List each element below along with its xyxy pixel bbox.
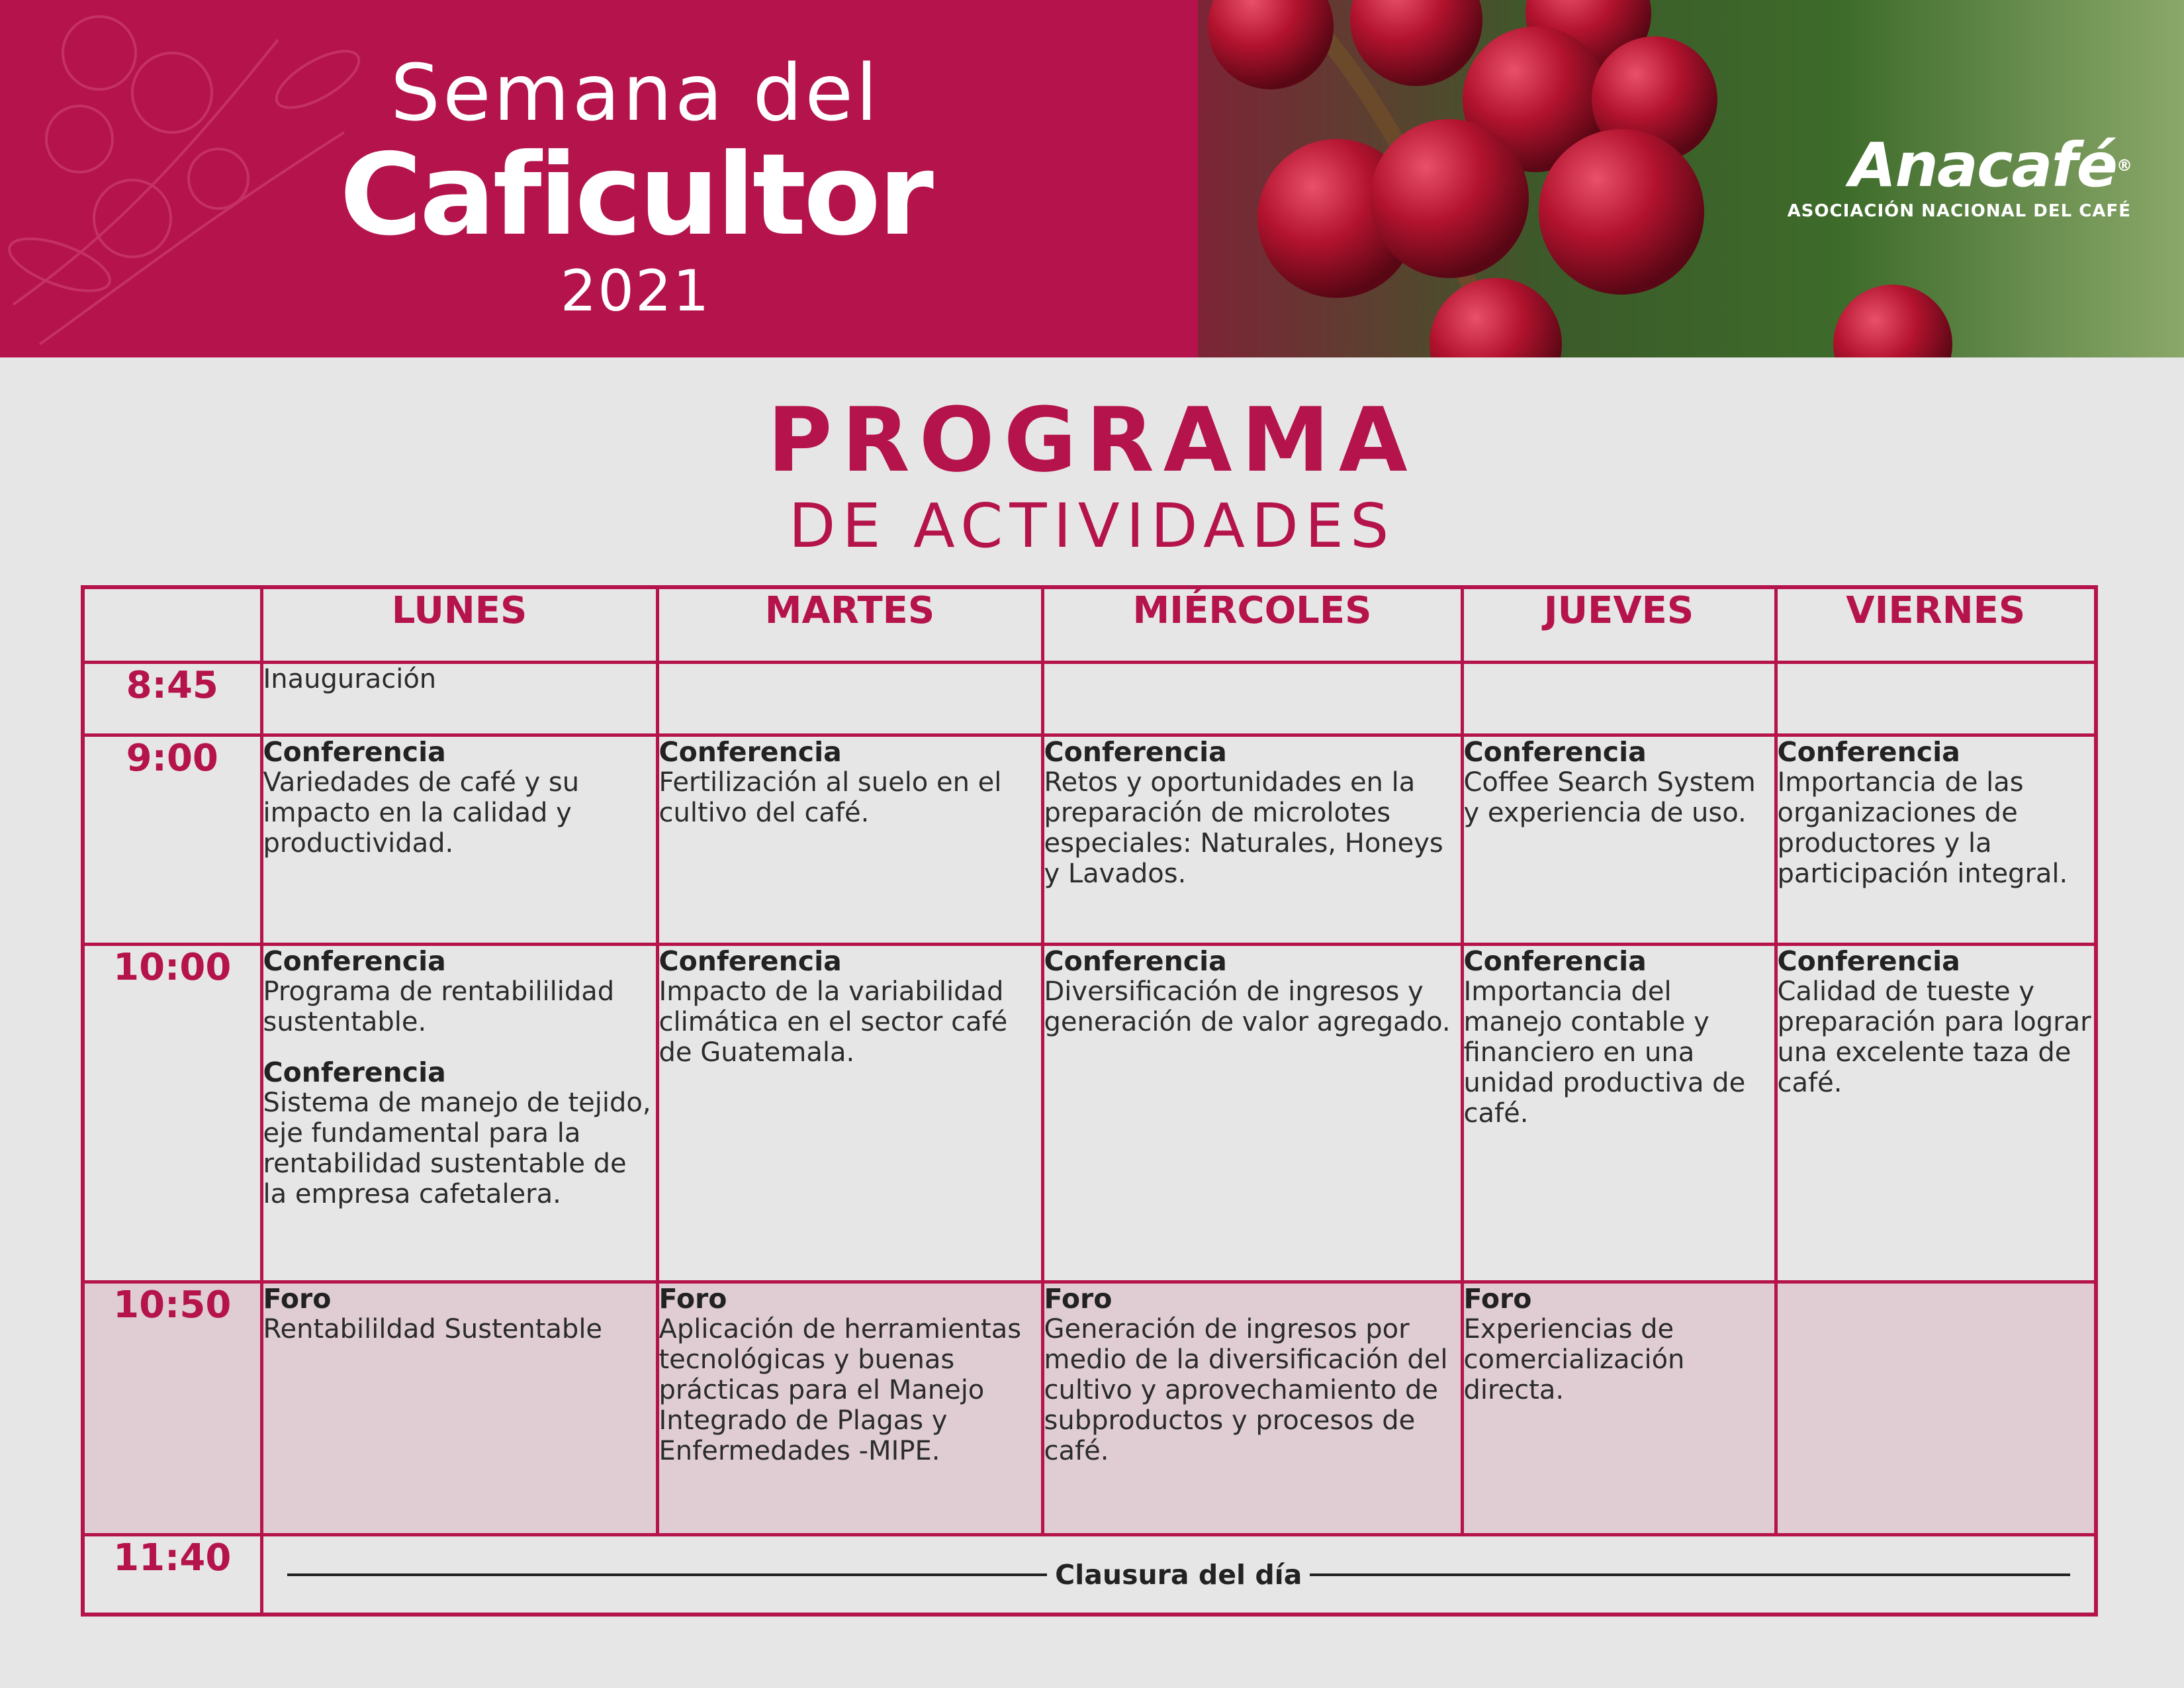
logo-subtitle: ASOCIACIÓN NACIONAL DEL CAFÉ xyxy=(1787,201,2131,221)
schedule-cell xyxy=(1776,663,2096,735)
activity-type: Foro xyxy=(1463,1283,1532,1315)
closing-text: Clausura del día xyxy=(1055,1558,1302,1591)
program-title: PROGRAMA xyxy=(767,389,1417,492)
activity-type: Foro xyxy=(1044,1283,1113,1315)
event-title-year: 2021 xyxy=(560,258,711,324)
closing-cell xyxy=(261,1535,2096,1615)
activity-type: Conferencia xyxy=(659,945,842,978)
activity-text: Experiencias de comercialización directa. xyxy=(1463,1314,1685,1406)
activity-text: Generación de ingresos por medio de la diversificación del cultivo y aprovechamiento de subproductos y procesos de café. xyxy=(1044,1314,1448,1467)
activity-type: Conferencia xyxy=(1463,736,1647,769)
day-header: MIÉRCOLES xyxy=(1042,587,1462,663)
activity-text: Programa de rentabililidad sustentable. xyxy=(263,976,615,1038)
schedule-cell xyxy=(1776,1282,2096,1535)
time-slot: 11:40 xyxy=(83,1535,261,1615)
schedule-cell xyxy=(657,735,1042,945)
activity-type: Conferencia xyxy=(1044,736,1227,769)
activity-text: Diversificación de ingresos y generación de valor agregado. xyxy=(1044,976,1451,1038)
activity-text: Rentabilildad Sustentable xyxy=(263,1314,603,1345)
schedule-cell xyxy=(1042,1282,1462,1535)
schedule-cell xyxy=(1462,735,1776,945)
schedule-cell xyxy=(657,1282,1042,1535)
time-slot: 9:00 xyxy=(83,735,261,945)
activity-type: Conferencia xyxy=(1463,945,1647,978)
event-title-line2: Caficultor xyxy=(340,130,931,261)
activity-text: Aplicación de herramientas tecnológicas y buenas prácticas para el Manejo Integrado de Plagas y Enfermedades -MIPE. xyxy=(659,1314,1022,1467)
time-slot: 10:50 xyxy=(83,1282,261,1535)
schedule-cell xyxy=(261,663,657,735)
registered-mark: ® xyxy=(2116,156,2131,175)
activity-text: Variedades de café y su impacto en la calidad y productividad. xyxy=(263,767,580,859)
activity-text: Importancia del manejo contable y financiero en una unidad productiva de café. xyxy=(1463,976,1746,1129)
schedule-table xyxy=(81,585,2098,1617)
event-title xyxy=(311,46,960,331)
activity-text: Impacto de la variabilidad climática en el sector café de Guatemala. xyxy=(659,976,1008,1068)
schedule-row xyxy=(83,945,2096,1282)
day-header: VIERNES xyxy=(1776,587,2096,663)
anacafe-logo xyxy=(1747,132,2131,221)
program-heading xyxy=(0,391,2184,563)
activity-text: Inauguración xyxy=(263,664,437,695)
activity-type: Conferencia xyxy=(1044,945,1227,978)
schedule-cell xyxy=(1042,663,1462,735)
activity-type: Conferencia xyxy=(263,1056,446,1089)
schedule-cell xyxy=(1462,945,1776,1282)
closing-row xyxy=(83,1535,2096,1615)
activity-type: Conferencia xyxy=(659,736,842,769)
schedule-row xyxy=(83,1282,2096,1535)
day-header: JUEVES xyxy=(1462,587,1776,663)
activity-type: Foro xyxy=(263,1283,332,1315)
day-header: MARTES xyxy=(657,587,1042,663)
activity-type: Foro xyxy=(659,1283,727,1315)
activity-type: Conferencia xyxy=(263,945,446,978)
schedule-cell xyxy=(1042,735,1462,945)
logo-name: Anacafé xyxy=(1849,130,2116,201)
schedule-cell xyxy=(261,1282,657,1535)
schedule-row xyxy=(83,663,2096,735)
schedule-cell xyxy=(1042,945,1462,1282)
activity-type: Conferencia xyxy=(263,736,446,769)
activity-type: Conferencia xyxy=(1777,736,1960,769)
program-subtitle: DE ACTIVIDADES xyxy=(788,491,1396,561)
closing-rule-left xyxy=(287,1573,1048,1576)
schedule-cell xyxy=(1776,735,2096,945)
activity-type: Conferencia xyxy=(1777,945,1960,978)
time-slot: 10:00 xyxy=(83,945,261,1282)
schedule-cell xyxy=(1462,663,1776,735)
time-column-header xyxy=(83,587,261,663)
activity-text: Calidad de tueste y preparación para lograr una excelente taza de café. xyxy=(1777,976,2091,1099)
event-title-line1: Semana del xyxy=(390,47,880,138)
schedule-header-row xyxy=(83,587,2096,663)
header-banner xyxy=(0,0,2184,357)
schedule-cell xyxy=(657,945,1042,1282)
schedule-cell xyxy=(1462,1282,1776,1535)
day-header: LUNES xyxy=(261,587,657,663)
activity-text: Sistema de manejo de tejido, eje fundamental para la rentabilidad sustentable de la empresa cafetalera. xyxy=(263,1088,651,1210)
schedule-cell xyxy=(1776,945,2096,1282)
schedule-row xyxy=(83,735,2096,945)
schedule-cell xyxy=(261,735,657,945)
time-slot: 8:45 xyxy=(83,663,261,735)
schedule-cell xyxy=(657,663,1042,735)
activity-text: Fertilización al suelo en el cultivo del café. xyxy=(659,767,1002,829)
closing-rule-right xyxy=(1310,1573,2070,1576)
schedule-cell xyxy=(261,945,657,1282)
activity-text: Retos y oportunidades en la preparación de microlotes especiales: Naturales, Honeys y Lavados. xyxy=(1044,767,1443,890)
activity-text: Coffee Search System y experiencia de uso. xyxy=(1463,767,1756,829)
activity-text: Importancia de las organizaciones de productores y la participación integral. xyxy=(1777,767,2068,890)
